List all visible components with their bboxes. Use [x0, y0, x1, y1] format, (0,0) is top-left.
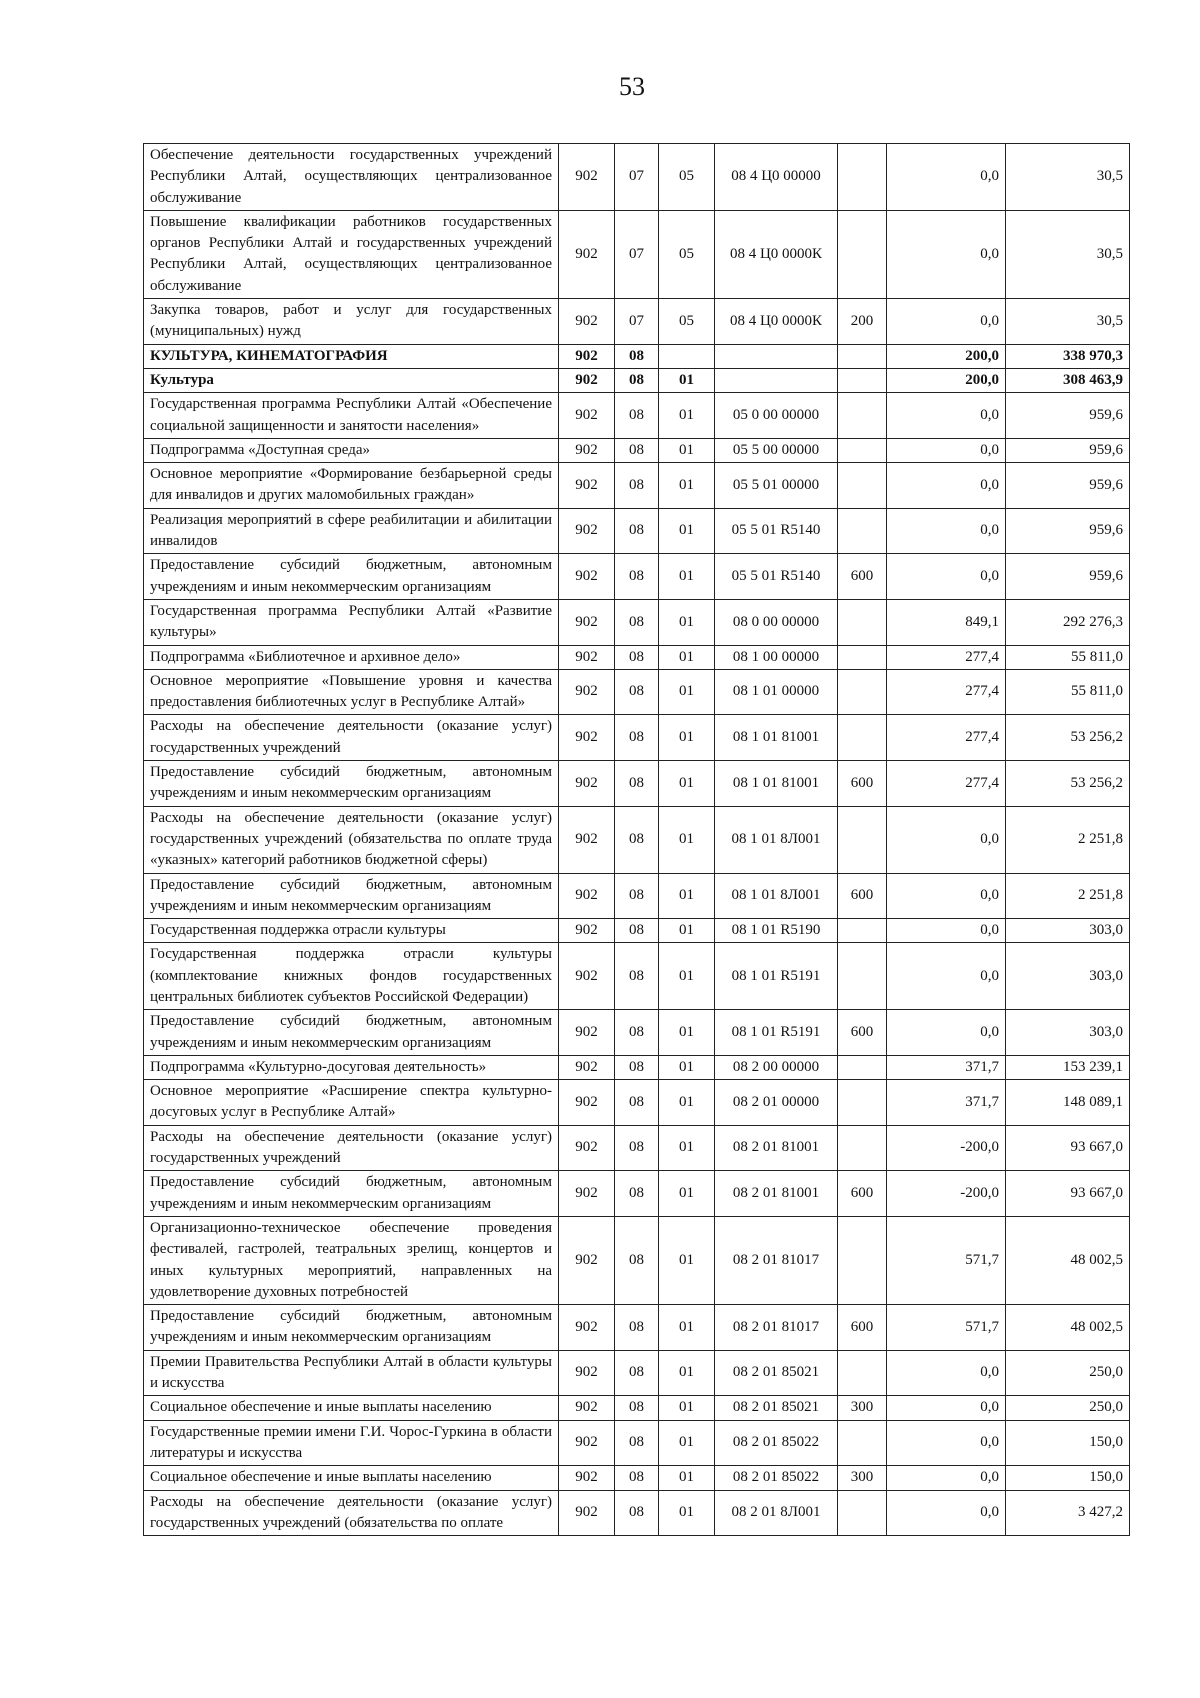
row-rz-cell: 07 — [615, 210, 659, 298]
row-gr-cell: 902 — [559, 1420, 615, 1466]
row-sum1-cell: 277,4 — [887, 645, 1006, 669]
row-sum2-cell: 959,6 — [1006, 508, 1130, 554]
row-vr-cell — [838, 1490, 887, 1536]
row-pr-cell: 01 — [659, 1055, 715, 1079]
row-gr-cell: 902 — [559, 393, 615, 439]
row-rz-cell: 08 — [615, 645, 659, 669]
row-sum2-cell: 303,0 — [1006, 919, 1130, 943]
row-name-cell: Расходы на обеспечение деятельности (оказание услуг) государственных учреждений — [144, 1125, 559, 1171]
row-vr-cell: 600 — [838, 1305, 887, 1351]
row-gr-cell: 902 — [559, 873, 615, 919]
row-vr-cell: 600 — [838, 1010, 887, 1056]
row-name-cell: Подпрограмма «Доступная среда» — [144, 438, 559, 462]
row-gr-cell: 902 — [559, 669, 615, 715]
row-vr-cell — [838, 1350, 887, 1396]
row-gr-cell: 902 — [559, 599, 615, 645]
table-row — [144, 943, 1130, 1010]
row-rz-cell: 08 — [615, 1171, 659, 1217]
row-vr-cell — [838, 669, 887, 715]
row-name-cell: Предоставление субсидий бюджетным, автономным учреждениям и иным некоммерческим организациям — [144, 1305, 559, 1351]
row-gr-cell: 902 — [559, 943, 615, 1010]
row-sum1-cell: 0,0 — [887, 393, 1006, 439]
row-gr-cell: 902 — [559, 1055, 615, 1079]
row-gr-cell: 902 — [559, 1350, 615, 1396]
row-rz-cell: 08 — [615, 919, 659, 943]
row-csr-cell: 08 2 01 00000 — [715, 1080, 838, 1126]
row-vr-cell — [838, 368, 887, 392]
row-sum2-cell: 150,0 — [1006, 1466, 1130, 1490]
table-row — [144, 508, 1130, 554]
budget-table — [143, 143, 1130, 1536]
row-sum1-cell: 0,0 — [887, 1420, 1006, 1466]
row-name-cell: Социальное обеспечение и иные выплаты населению — [144, 1396, 559, 1420]
row-pr-cell: 01 — [659, 1466, 715, 1490]
row-pr-cell: 01 — [659, 599, 715, 645]
row-pr-cell: 01 — [659, 806, 715, 873]
row-sum2-cell: 93 667,0 — [1006, 1125, 1130, 1171]
row-vr-cell — [838, 438, 887, 462]
row-gr-cell: 902 — [559, 715, 615, 761]
row-rz-cell: 08 — [615, 1490, 659, 1536]
row-rz-cell: 08 — [615, 761, 659, 807]
row-gr-cell: 902 — [559, 554, 615, 600]
row-vr-cell — [838, 210, 887, 298]
table-row — [144, 554, 1130, 600]
row-vr-cell — [838, 393, 887, 439]
row-pr-cell: 01 — [659, 873, 715, 919]
row-csr-cell: 08 2 01 8Л001 — [715, 1490, 838, 1536]
table-row — [144, 368, 1130, 392]
row-vr-cell: 200 — [838, 299, 887, 345]
row-rz-cell: 08 — [615, 1055, 659, 1079]
row-csr-cell: 05 5 01 R5140 — [715, 508, 838, 554]
row-rz-cell: 08 — [615, 393, 659, 439]
row-sum2-cell: 153 239,1 — [1006, 1055, 1130, 1079]
row-name-cell: Социальное обеспечение и иные выплаты населению — [144, 1466, 559, 1490]
row-rz-cell: 08 — [615, 1080, 659, 1126]
row-name-cell: Государственные премии имени Г.И. Чорос-Гуркина в области литературы и искусства — [144, 1420, 559, 1466]
row-sum1-cell: 0,0 — [887, 919, 1006, 943]
row-vr-cell — [838, 1216, 887, 1304]
row-rz-cell: 08 — [615, 1350, 659, 1396]
row-pr-cell: 01 — [659, 1171, 715, 1217]
row-vr-cell — [838, 463, 887, 509]
row-csr-cell: 08 1 01 8Л001 — [715, 806, 838, 873]
table-row — [144, 1125, 1130, 1171]
row-sum2-cell: 292 276,3 — [1006, 599, 1130, 645]
row-pr-cell: 01 — [659, 1350, 715, 1396]
row-csr-cell — [715, 344, 838, 368]
row-sum1-cell: 0,0 — [887, 463, 1006, 509]
row-name-cell: Расходы на обеспечение деятельности (оказание услуг) государственных учреждений (обязательства по оплате труда «указных» категорий работников бюджетной сферы) — [144, 806, 559, 873]
row-csr-cell: 08 2 01 85021 — [715, 1396, 838, 1420]
row-name-cell: Государственная программа Республики Алтай «Развитие культуры» — [144, 599, 559, 645]
row-sum2-cell: 55 811,0 — [1006, 669, 1130, 715]
row-sum2-cell: 2 251,8 — [1006, 806, 1130, 873]
row-name-cell: Подпрограмма «Библиотечное и архивное дело» — [144, 645, 559, 669]
row-csr-cell: 08 1 01 R5191 — [715, 943, 838, 1010]
row-csr-cell: 08 2 01 85021 — [715, 1350, 838, 1396]
row-sum2-cell: 308 463,9 — [1006, 368, 1130, 392]
row-vr-cell — [838, 645, 887, 669]
row-gr-cell: 902 — [559, 210, 615, 298]
row-gr-cell: 902 — [559, 368, 615, 392]
row-rz-cell: 08 — [615, 599, 659, 645]
row-rz-cell: 08 — [615, 715, 659, 761]
row-sum1-cell: 200,0 — [887, 368, 1006, 392]
row-sum1-cell: 277,4 — [887, 669, 1006, 715]
row-sum1-cell: 371,7 — [887, 1080, 1006, 1126]
table-row — [144, 1490, 1130, 1536]
row-pr-cell: 01 — [659, 368, 715, 392]
row-gr-cell: 902 — [559, 1305, 615, 1351]
row-gr-cell: 902 — [559, 1490, 615, 1536]
row-rz-cell: 08 — [615, 554, 659, 600]
row-name-cell: Премии Правительства Республики Алтай в области культуры и искусства — [144, 1350, 559, 1396]
row-sum1-cell: 0,0 — [887, 508, 1006, 554]
row-sum2-cell: 959,6 — [1006, 393, 1130, 439]
row-sum2-cell: 150,0 — [1006, 1420, 1130, 1466]
row-csr-cell: 05 5 00 00000 — [715, 438, 838, 462]
row-pr-cell: 01 — [659, 1490, 715, 1536]
table-row — [144, 873, 1130, 919]
row-sum2-cell: 93 667,0 — [1006, 1171, 1130, 1217]
row-sum1-cell: 571,7 — [887, 1305, 1006, 1351]
row-pr-cell: 01 — [659, 1305, 715, 1351]
row-csr-cell: 08 4 Ц0 00000 — [715, 144, 838, 211]
row-csr-cell: 08 2 01 81001 — [715, 1125, 838, 1171]
row-sum1-cell: 371,7 — [887, 1055, 1006, 1079]
row-csr-cell: 08 4 Ц0 0000К — [715, 299, 838, 345]
row-name-cell: Предоставление субсидий бюджетным, автономным учреждениям и иным некоммерческим организациям — [144, 761, 559, 807]
row-csr-cell: 08 1 01 81001 — [715, 761, 838, 807]
row-sum2-cell: 959,6 — [1006, 554, 1130, 600]
row-rz-cell: 08 — [615, 1216, 659, 1304]
row-sum1-cell: 0,0 — [887, 144, 1006, 211]
row-csr-cell: 08 2 00 00000 — [715, 1055, 838, 1079]
row-sum1-cell: 0,0 — [887, 438, 1006, 462]
row-pr-cell: 01 — [659, 463, 715, 509]
row-sum1-cell: 0,0 — [887, 1466, 1006, 1490]
row-gr-cell: 902 — [559, 344, 615, 368]
row-sum2-cell: 53 256,2 — [1006, 761, 1130, 807]
row-name-cell: Основное мероприятие «Формирование безбарьерной среды для инвалидов и других маломобильных граждан» — [144, 463, 559, 509]
table-row — [144, 599, 1130, 645]
row-gr-cell: 902 — [559, 299, 615, 345]
table-row — [144, 463, 1130, 509]
row-vr-cell — [838, 1420, 887, 1466]
row-csr-cell: 08 2 01 85022 — [715, 1466, 838, 1490]
row-name-cell: Государственная поддержка отрасли культуры (комплектование книжных фондов государственных центральных библиотек субъектов Российской Федерации) — [144, 943, 559, 1010]
row-sum1-cell: 0,0 — [887, 806, 1006, 873]
row-vr-cell — [838, 806, 887, 873]
row-gr-cell: 902 — [559, 438, 615, 462]
row-sum2-cell: 3 427,2 — [1006, 1490, 1130, 1536]
table-row — [144, 438, 1130, 462]
row-vr-cell — [838, 508, 887, 554]
row-pr-cell: 01 — [659, 761, 715, 807]
table-row — [144, 1080, 1130, 1126]
row-sum2-cell: 30,5 — [1006, 210, 1130, 298]
row-sum2-cell: 959,6 — [1006, 463, 1130, 509]
row-vr-cell — [838, 943, 887, 1010]
row-csr-cell: 08 1 01 R5191 — [715, 1010, 838, 1056]
row-vr-cell: 600 — [838, 554, 887, 600]
table-row — [144, 761, 1130, 807]
row-gr-cell: 902 — [559, 463, 615, 509]
table-row — [144, 344, 1130, 368]
row-rz-cell: 08 — [615, 806, 659, 873]
row-csr-cell: 08 4 Ц0 0000К — [715, 210, 838, 298]
row-pr-cell: 01 — [659, 1010, 715, 1056]
row-sum2-cell: 338 970,3 — [1006, 344, 1130, 368]
table-row — [144, 645, 1130, 669]
row-name-cell: Расходы на обеспечение деятельности (оказание услуг) государственных учреждений — [144, 715, 559, 761]
row-name-cell: Государственная поддержка отрасли культуры — [144, 919, 559, 943]
row-csr-cell: 08 0 00 00000 — [715, 599, 838, 645]
row-gr-cell: 902 — [559, 645, 615, 669]
row-sum1-cell: 277,4 — [887, 761, 1006, 807]
row-name-cell: Организационно-техническое обеспечение проведения фестивалей, гастролей, театральных зрелищ, концертов и иных культурных мероприятий, направленных на удовлетворение духовных потребностей — [144, 1216, 559, 1304]
row-vr-cell — [838, 1125, 887, 1171]
row-csr-cell: 08 2 01 81017 — [715, 1305, 838, 1351]
row-gr-cell: 902 — [559, 919, 615, 943]
table-row — [144, 1216, 1130, 1304]
row-rz-cell: 08 — [615, 1305, 659, 1351]
row-name-cell: Основное мероприятие «Расширение спектра культурно-досуговых услуг в Республике Алтай» — [144, 1080, 559, 1126]
row-pr-cell: 01 — [659, 1420, 715, 1466]
table-row — [144, 1466, 1130, 1490]
row-sum2-cell: 250,0 — [1006, 1350, 1130, 1396]
row-pr-cell: 05 — [659, 299, 715, 345]
row-sum2-cell: 55 811,0 — [1006, 645, 1130, 669]
row-gr-cell: 902 — [559, 1216, 615, 1304]
table-row — [144, 393, 1130, 439]
row-rz-cell: 08 — [615, 344, 659, 368]
row-pr-cell: 01 — [659, 1396, 715, 1420]
row-csr-cell: 08 1 00 00000 — [715, 645, 838, 669]
row-pr-cell: 01 — [659, 1216, 715, 1304]
row-name-cell: Расходы на обеспечение деятельности (оказание услуг) государственных учреждений (обязательства по оплате — [144, 1490, 559, 1536]
row-csr-cell: 08 2 01 81001 — [715, 1171, 838, 1217]
row-csr-cell: 08 1 01 81001 — [715, 715, 838, 761]
row-rz-cell: 08 — [615, 669, 659, 715]
row-name-cell: Государственная программа Республики Алтай «Обеспечение социальной защищенности и занятости населения» — [144, 393, 559, 439]
table-row — [144, 806, 1130, 873]
row-name-cell: Предоставление субсидий бюджетным, автономным учреждениям и иным некоммерческим организациям — [144, 554, 559, 600]
row-csr-cell — [715, 368, 838, 392]
row-rz-cell: 08 — [615, 1396, 659, 1420]
row-name-cell: Предоставление субсидий бюджетным, автономным учреждениям и иным некоммерческим организациям — [144, 1010, 559, 1056]
row-csr-cell: 08 1 01 00000 — [715, 669, 838, 715]
row-pr-cell: 01 — [659, 554, 715, 600]
row-rz-cell: 08 — [615, 943, 659, 1010]
row-pr-cell: 01 — [659, 919, 715, 943]
row-gr-cell: 902 — [559, 761, 615, 807]
row-gr-cell: 902 — [559, 1080, 615, 1126]
row-csr-cell: 08 1 01 R5190 — [715, 919, 838, 943]
row-rz-cell: 08 — [615, 1125, 659, 1171]
row-name-cell: Закупка товаров, работ и услуг для государственных (муниципальных) нужд — [144, 299, 559, 345]
row-pr-cell — [659, 344, 715, 368]
table-row — [144, 1396, 1130, 1420]
row-pr-cell: 01 — [659, 669, 715, 715]
row-pr-cell: 01 — [659, 438, 715, 462]
row-name-cell: Предоставление субсидий бюджетным, автономным учреждениям и иным некоммерческим организациям — [144, 873, 559, 919]
row-name-cell: КУЛЬТУРА, КИНЕМАТОГРАФИЯ — [144, 344, 559, 368]
row-vr-cell — [838, 344, 887, 368]
row-vr-cell — [838, 919, 887, 943]
row-sum1-cell: 200,0 — [887, 344, 1006, 368]
table-row — [144, 1305, 1130, 1351]
row-gr-cell: 902 — [559, 508, 615, 554]
row-sum1-cell: 0,0 — [887, 943, 1006, 1010]
row-sum1-cell: 0,0 — [887, 299, 1006, 345]
row-csr-cell: 08 1 01 8Л001 — [715, 873, 838, 919]
row-sum2-cell: 30,5 — [1006, 299, 1130, 345]
row-pr-cell: 05 — [659, 144, 715, 211]
row-pr-cell: 01 — [659, 1080, 715, 1126]
row-sum2-cell: 48 002,5 — [1006, 1305, 1130, 1351]
row-sum2-cell: 30,5 — [1006, 144, 1130, 211]
row-sum2-cell: 2 251,8 — [1006, 873, 1130, 919]
row-gr-cell: 902 — [559, 806, 615, 873]
row-sum1-cell: 0,0 — [887, 1396, 1006, 1420]
row-rz-cell: 07 — [615, 299, 659, 345]
row-vr-cell: 600 — [838, 873, 887, 919]
row-pr-cell: 05 — [659, 210, 715, 298]
row-gr-cell: 902 — [559, 1010, 615, 1056]
row-sum1-cell: 277,4 — [887, 715, 1006, 761]
row-rz-cell: 08 — [615, 1420, 659, 1466]
row-name-cell: Реализация мероприятий в сфере реабилитации и абилитации инвалидов — [144, 508, 559, 554]
row-sum1-cell: 0,0 — [887, 873, 1006, 919]
row-pr-cell: 01 — [659, 1125, 715, 1171]
row-rz-cell: 08 — [615, 368, 659, 392]
row-sum1-cell: 571,7 — [887, 1216, 1006, 1304]
table-row — [144, 715, 1130, 761]
row-csr-cell: 08 2 01 85022 — [715, 1420, 838, 1466]
row-sum1-cell: 0,0 — [887, 1010, 1006, 1056]
row-rz-cell: 08 — [615, 508, 659, 554]
row-pr-cell: 01 — [659, 393, 715, 439]
row-pr-cell: 01 — [659, 508, 715, 554]
row-rz-cell: 08 — [615, 438, 659, 462]
row-sum2-cell: 959,6 — [1006, 438, 1130, 462]
row-vr-cell: 300 — [838, 1466, 887, 1490]
row-pr-cell: 01 — [659, 645, 715, 669]
row-sum1-cell: 0,0 — [887, 210, 1006, 298]
row-pr-cell: 01 — [659, 943, 715, 1010]
row-sum1-cell: -200,0 — [887, 1171, 1006, 1217]
row-name-cell: Обеспечение деятельности государственных учреждений Республики Алтай, осуществляющих централизованное обслуживание — [144, 144, 559, 211]
row-vr-cell — [838, 1055, 887, 1079]
row-pr-cell: 01 — [659, 715, 715, 761]
row-csr-cell: 05 5 01 R5140 — [715, 554, 838, 600]
row-name-cell: Подпрограмма «Культурно-досуговая деятельность» — [144, 1055, 559, 1079]
row-sum2-cell: 53 256,2 — [1006, 715, 1130, 761]
row-name-cell: Предоставление субсидий бюджетным, автономным учреждениям и иным некоммерческим организациям — [144, 1171, 559, 1217]
row-sum1-cell: 0,0 — [887, 554, 1006, 600]
row-rz-cell: 08 — [615, 463, 659, 509]
row-gr-cell: 902 — [559, 1466, 615, 1490]
row-csr-cell: 05 0 00 00000 — [715, 393, 838, 439]
row-sum2-cell: 250,0 — [1006, 1396, 1130, 1420]
row-rz-cell: 08 — [615, 873, 659, 919]
row-vr-cell: 600 — [838, 1171, 887, 1217]
row-vr-cell — [838, 715, 887, 761]
table-row — [144, 1010, 1130, 1056]
table-row — [144, 210, 1130, 298]
row-gr-cell: 902 — [559, 1396, 615, 1420]
table-row — [144, 919, 1130, 943]
row-csr-cell: 08 2 01 81017 — [715, 1216, 838, 1304]
table-row — [144, 1420, 1130, 1466]
row-csr-cell: 05 5 01 00000 — [715, 463, 838, 509]
table-row — [144, 299, 1130, 345]
row-rz-cell: 07 — [615, 144, 659, 211]
row-vr-cell: 300 — [838, 1396, 887, 1420]
row-sum1-cell: 849,1 — [887, 599, 1006, 645]
row-gr-cell: 902 — [559, 1171, 615, 1217]
page-number: 53 — [619, 72, 645, 101]
table-row — [144, 1171, 1130, 1217]
row-gr-cell: 902 — [559, 144, 615, 211]
row-vr-cell — [838, 599, 887, 645]
table-row — [144, 144, 1130, 211]
table-row — [144, 669, 1130, 715]
row-vr-cell — [838, 144, 887, 211]
row-name-cell: Культура — [144, 368, 559, 392]
row-name-cell: Повышение квалификации работников государственных органов Республики Алтай и государственных учреждений Республики Алтай, осуществляющих централизованное обслуживание — [144, 210, 559, 298]
row-sum2-cell: 48 002,5 — [1006, 1216, 1130, 1304]
row-name-cell: Основное мероприятие «Повышение уровня и качества предоставления библиотечных услуг в Республике Алтай» — [144, 669, 559, 715]
row-sum1-cell: 0,0 — [887, 1350, 1006, 1396]
row-sum2-cell: 303,0 — [1006, 1010, 1130, 1056]
row-sum2-cell: 303,0 — [1006, 943, 1130, 1010]
row-gr-cell: 902 — [559, 1125, 615, 1171]
row-rz-cell: 08 — [615, 1466, 659, 1490]
row-sum1-cell: 0,0 — [887, 1490, 1006, 1536]
row-vr-cell: 600 — [838, 761, 887, 807]
row-vr-cell — [838, 1080, 887, 1126]
table-row — [144, 1350, 1130, 1396]
table-row — [144, 1055, 1130, 1079]
row-rz-cell: 08 — [615, 1010, 659, 1056]
row-sum2-cell: 148 089,1 — [1006, 1080, 1130, 1126]
row-sum1-cell: -200,0 — [887, 1125, 1006, 1171]
